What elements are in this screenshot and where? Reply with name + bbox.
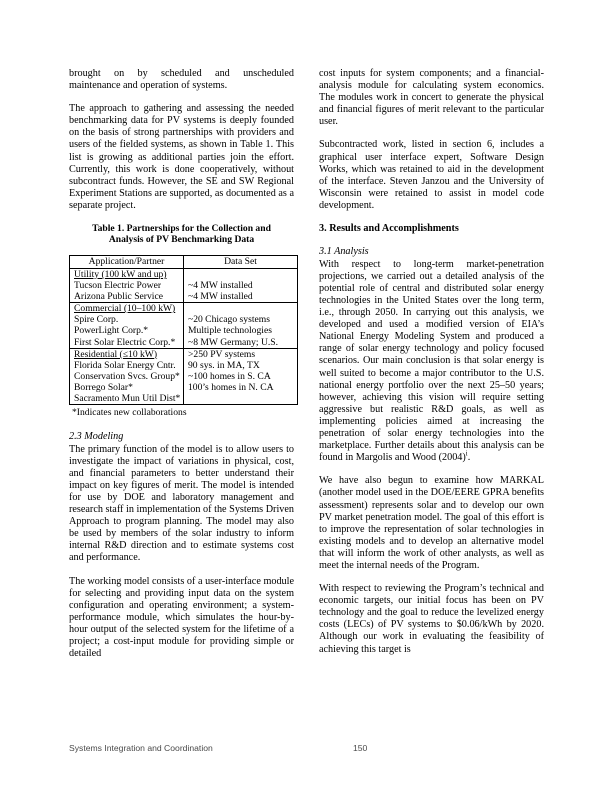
section-heading-3-1: 3.1 Analysis bbox=[319, 246, 369, 258]
footer-page-number: 150 bbox=[353, 743, 368, 753]
paragraph: The primary function of the model is to allow users to investigate the impact of variations in physical, cost, and financial parameters to better understand their impact on key figures of merit. The model is intended for use by DOE and laboratory management and research staff in implementation of the Systems Driven Approach to program planning. The model may also be used by members of the solar industry to inform internal R&D direction and to estimate systems cost and performance. bbox=[69, 443, 294, 564]
partner-cell-commercial bbox=[70, 303, 184, 348]
dataset-cell-utility bbox=[184, 268, 298, 302]
table-header-row bbox=[70, 255, 298, 268]
partnerships-table bbox=[69, 255, 298, 405]
group-heading: Utility (100 kW and up) bbox=[74, 268, 167, 280]
paragraph-text: With respect to long-term market-penetration projections, we carried out a detailed analysis of the potential role of central and distributed solar energy technologies in the United States over the long term, i.e., through 2050. In carrying out this analysis, we developed and used a modified version of EIA’s National Energy Modeling System and produced a range of solar energy technology and policy focused scenarios. Our main conclusion is that solar energy is well suited to become a major contributor to the U.S. national energy portfolio over the next 25–50 years; however, achieving this vision will require setting aggressive but realistic R&D goals, as well as implementing policies aimed at increasing the penetration of solar energy technologies into the marketplace. Further details about this analysis can be found in Margolis and Wood (2004) bbox=[319, 258, 544, 464]
dataset-cell-commercial bbox=[184, 303, 298, 348]
paragraph: The working model consists of a user-interface module for selecting and providing input data on the system configuration and operating environment; a system-performance module, which simulates the hour-by-hour output of the selected system for the lifetime of a project; a cost-input module for providing simple or detailed bbox=[69, 575, 294, 660]
page-footer bbox=[69, 743, 544, 753]
partner-cell-residential bbox=[70, 348, 184, 404]
table-row bbox=[70, 348, 298, 404]
right-column bbox=[319, 68, 544, 660]
paragraph-text-tail: . bbox=[467, 452, 471, 464]
partner-cell-utility bbox=[70, 268, 184, 302]
dataset-value: ~4 MW installed bbox=[188, 280, 253, 292]
paragraph: Subcontracted work, listed in section 6, includes a graphical user interface expert, Software Design Works, which was retained to aid in the development of the interface. Steven Janzou and the University of Wisconsin were retained to assist in model code development. bbox=[319, 139, 544, 211]
dataset-value: Multiple technologies bbox=[188, 325, 272, 337]
dataset-value: ~8 MW Germany; U.S. bbox=[188, 336, 279, 348]
paragraph-with-reference bbox=[319, 259, 544, 465]
table-row bbox=[70, 303, 298, 348]
paragraph: We have also begun to examine how MARKAL (another model used in the DOE/EERE GPRA benefits assessment) represents solar and to develop our own PV market penetration model. The goal of this effort is to improve the representation of solar technologies in existing models and to develop an alternative model that will inform the work of other analysts, as well as meet the internal needs of the Program. bbox=[319, 475, 544, 571]
table-footnote: *Indicates new collaborations bbox=[72, 406, 187, 418]
partner-name: First Solar Electric Corp.* bbox=[74, 336, 176, 348]
paragraph: The approach to gathering and assessing the needed benchmarking data for PV systems is deeply founded on the basis of strong partnerships with providers and users of the fielded systems, as shown in Table 1. This list is growing as additional parties join the effort. Currently, this work is done cooperatively, without subcontract funds. However, the SE and SW Regional Experiment Stations are supported, as documented as a separate project. bbox=[69, 103, 294, 211]
left-column bbox=[69, 68, 294, 660]
section-heading-3: 3. Results and Accomplishments bbox=[319, 223, 459, 235]
column-header-application-partner: Application/Partner bbox=[70, 255, 184, 268]
section-heading-2-3: 2.3 Modeling bbox=[69, 430, 124, 442]
paragraph: With respect to reviewing the Program’s technical and economic targets, our initial focus has been on PV technology and the goal to reduce the levelized energy costs (LECs) of PV systems to $0.06/kWh by 2020. Although our work in evaluating the feasibility of achieving this target is bbox=[319, 583, 544, 655]
table-caption: Table 1. Partnerships for the Collection and Analysis of PV Benchmarking Data bbox=[92, 223, 271, 246]
partner-name: Florida Solar Energy Cntr. bbox=[74, 359, 176, 371]
reference-marker: i bbox=[465, 449, 468, 458]
dataset-value: 100’s homes in N. CA bbox=[188, 381, 274, 393]
dataset-cell-residential bbox=[184, 348, 298, 404]
spacer-line bbox=[188, 303, 293, 314]
partner-name: Tucson Electric Power bbox=[74, 280, 162, 292]
partner-name: PowerLight Corp.* bbox=[74, 325, 149, 337]
dataset-value: >250 PV systems bbox=[188, 348, 256, 360]
group-heading: Commercial (10–100 kW) bbox=[74, 303, 176, 315]
partner-name: Borrego Solar* bbox=[74, 381, 133, 393]
paragraph: brought on by scheduled and unscheduled maintenance and operation of systems. bbox=[69, 68, 294, 92]
partner-name: Spire Corp. bbox=[74, 314, 119, 326]
dataset-value: 90 sys. in MA, TX bbox=[188, 359, 260, 371]
table-1-block bbox=[69, 223, 294, 418]
partner-name: Conservation Svcs. Group* bbox=[74, 370, 180, 382]
dataset-value: ~4 MW installed bbox=[188, 291, 253, 303]
footer-section-title: Systems Integration and Coordination bbox=[69, 743, 213, 753]
dataset-value: ~100 homes in S. CA bbox=[188, 370, 271, 382]
spacer-line bbox=[188, 269, 293, 280]
partner-name: Sacramento Mun Util Dist* bbox=[74, 392, 181, 404]
partner-name: Arizona Public Service bbox=[74, 291, 163, 303]
table-row bbox=[70, 268, 298, 302]
two-column-body bbox=[69, 68, 544, 660]
paragraph: cost inputs for system components; and a financial-analysis module for calculating system economics. The modules work in concert to generate the physical and financial figures of merit relevant to the particular user. bbox=[319, 68, 544, 128]
group-heading: Residential (≤10 kW) bbox=[74, 348, 158, 360]
dataset-value: ~20 Chicago systems bbox=[188, 314, 270, 326]
column-header-data-set: Data Set bbox=[184, 255, 298, 268]
spacer bbox=[69, 418, 294, 431]
